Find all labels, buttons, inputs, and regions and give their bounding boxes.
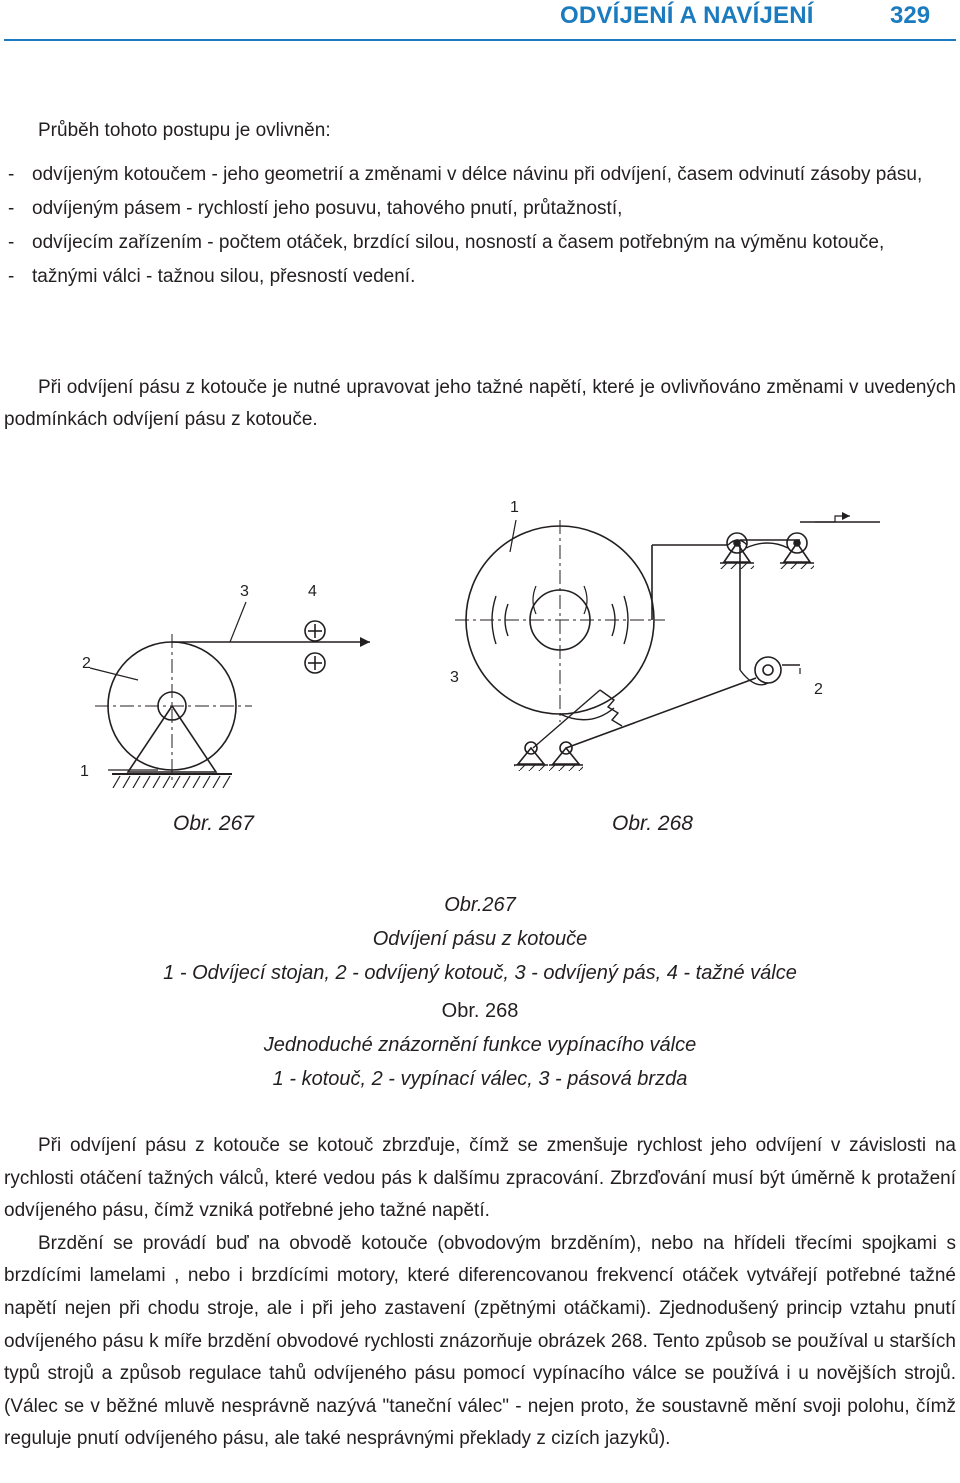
list-item	[4, 260, 956, 294]
header-rule	[4, 39, 956, 41]
fig268-callout-3: 3	[450, 669, 459, 686]
brake-spring	[600, 690, 622, 726]
list-dash: -	[8, 232, 15, 253]
fig267-callout-3: 3	[240, 583, 249, 600]
caption-268-line1: Jednoduché znázornění funkce vypínacího válce	[263, 1034, 697, 1056]
figure-267-label: Obr. 267	[173, 812, 254, 835]
list-dash: -	[8, 266, 15, 287]
paragraph-braking: Při odvíjení pásu z kotouče se kotouč zbrzďuje, čímž se zmenšuje rychlost jeho odvíjení v závislosti na rychlosti otáčení tažných válců, které vedou pás k dalšímu zpracování. Zbrzďování musí být úměrně k protažení odvíjeného pásu, čímž vzniká potřebné jeho tažné napětí.	[4, 1135, 956, 1222]
caption-268-title: Obr. 268	[441, 1000, 519, 1022]
figure-267-drawing	[90, 602, 370, 788]
chapter-title: ODVÍJENÍ A NAVÍJENÍ	[560, 2, 814, 29]
caption-267-line1: Odvíjení pásu z kotouče	[372, 928, 588, 950]
fig268-callout-1: 1	[510, 499, 519, 516]
list-item	[4, 226, 956, 260]
body-text	[4, 1130, 956, 1456]
figure-captions	[0, 888, 960, 1096]
list-item	[4, 192, 956, 226]
figure-268-drawing	[455, 512, 880, 771]
caption-267-line2: 1 - Odvíjecí stojan, 2 - odvíjený kotouč, 3 - odvíjený pás, 4 - tažné válce	[163, 962, 797, 984]
list-item	[4, 158, 956, 192]
fig267-callout-4: 4	[308, 583, 317, 600]
list-item-text: odvíjeným pásem - rychlostí jeho posuvu, tahového pnutí, průtažností,	[32, 198, 623, 219]
paragraph-tension: Při odvíjení pásu z kotouče je nutné upravovat jeho tažné napětí, které je ovlivňováno změnami v uvedených podmínkách odvíjení pásu z kotouče.	[4, 377, 956, 430]
figure-268-label: Obr. 268	[612, 812, 693, 835]
list-item-text: tažnými válci - tažnou silou, přesností vedení.	[32, 266, 416, 287]
fig268-callout-2: 2	[814, 681, 823, 698]
figures-267-268	[0, 488, 960, 788]
dancer-roller	[755, 657, 781, 683]
caption-268-line2: 1 - kotouč, 2 - vypínací válec, 3 - pásová brzda	[272, 1068, 688, 1090]
paragraph-brake-methods: Brzdění se provádí buď na obvodě kotouče (obvodovým brzděním), nebo na hřídeli třecími spojkami s brzdícími lamelami , nebo i brzdícími motory, které diferencovanou frekvencí otáček vytvářejí potřebné tažné napětí nejen při chodu stroje, ale i při jeho zastavení (zpětnými otáčkami). Zjednodušený princip vztahu pnutí odvíjeného pásu k míře brzdění obvodové rychlosti znázorňuje obrázek 268. Tento způsob se používal u starších typů strojů a způsob regulace tahů odvíjeného pásu pomocí vypínacího válce se používá i u novějších strojů. (Válec se v běžné mluvě nesprávně nazývá "taneční válec" - nejen proto, že soustavně mění svoji polohu, čímž reguluje pnutí odvíjeného pásu, ale také nesprávnými překlady z cizích jazyků).	[4, 1232, 956, 1450]
fig267-callout-2: 2	[82, 655, 91, 672]
brake-lever	[566, 678, 756, 748]
list-dash: -	[8, 198, 15, 219]
caption-267-title: Obr.267	[444, 894, 516, 916]
influence-list	[4, 158, 956, 294]
list-item-text: odvíjecím zařízením - počtem otáček, brzdící silou, nosností a časem potřebným na výměnu kotouče,	[32, 232, 885, 253]
page-header	[0, 0, 960, 40]
page-number: 329	[890, 2, 931, 29]
fig267-callout-1: 1	[80, 763, 89, 780]
list-item-text: odvíjeným kotoučem - jeho geometrií a změnami v délce návinu při odvíjení, časem odvinutí zásoby pásu,	[32, 164, 923, 185]
intro-text: Průběh tohoto postupu je ovlivněn:	[38, 120, 331, 141]
list-dash: -	[8, 164, 15, 185]
